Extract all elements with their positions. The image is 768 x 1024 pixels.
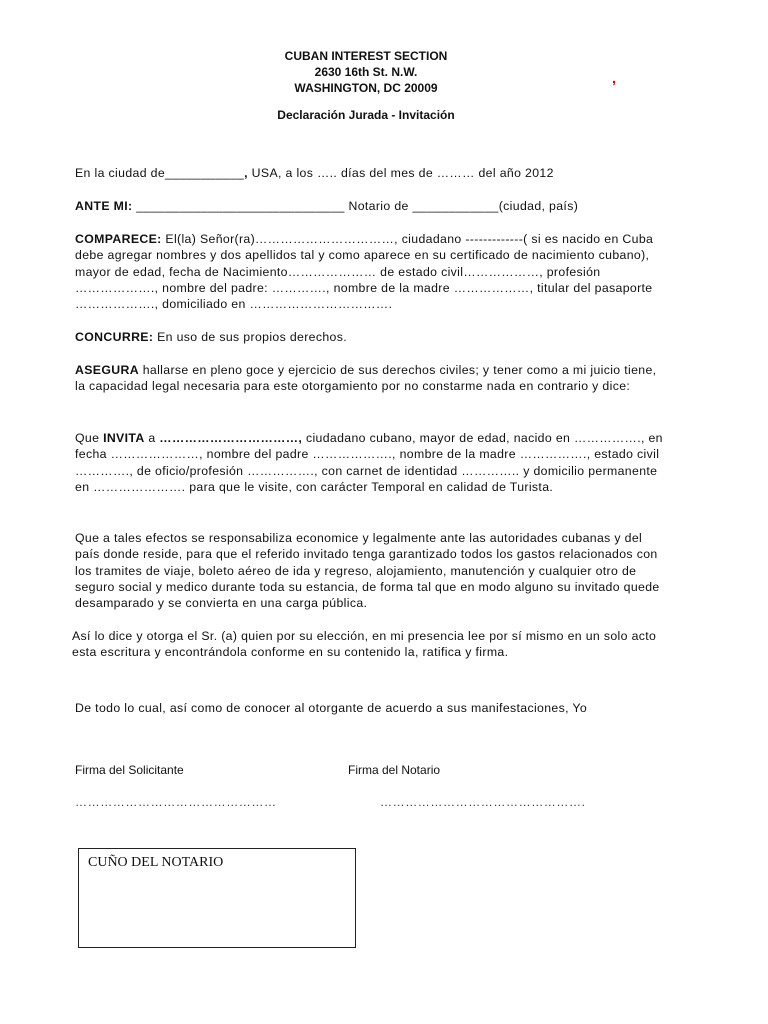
invita-label: INVITA <box>103 431 145 445</box>
red-mark: , <box>612 70 616 86</box>
paragraph-comparece <box>75 231 665 312</box>
applicant-signature-label: Firma del Solicitante <box>75 763 184 777</box>
asegura-label: ASEGURA <box>75 363 139 377</box>
notary-stamp-label: CUÑO DEL NOTARIO <box>88 855 224 870</box>
header-line-1: CUBAN INTEREST SECTION <box>284 49 448 63</box>
paragraph-city-date <box>75 165 665 181</box>
paragraph-concurre <box>75 329 665 345</box>
city-blank: En la ciudad de___________ <box>75 166 245 180</box>
date-text: USA, a los ….. días del mes de ……… del año 2012 <box>247 166 554 180</box>
paragraph-invita <box>75 430 665 495</box>
notary-signature-label: Firma del Notario <box>348 763 441 777</box>
invita-text: ciudadano cubano, mayor de edad, nacido en ……………., en fecha …………………, nombre del padre ………………., nombre de la madre ……………., estado civil …………., de oficio/profesión ……………., con carnet de identidad ………….. y domicilio permanente en …………………. para que le visite, con carácter Temporal en calidad de Turista. <box>75 431 663 494</box>
paragraph-asegura <box>75 362 665 395</box>
document-title: Declaración Jurada - Invitación <box>277 108 455 122</box>
notary-signature-line: …………………………………………. <box>380 795 586 809</box>
applicant-signature-line: ………………………………………… <box>75 795 277 809</box>
paragraph-ante-mi <box>75 198 665 214</box>
notary-stamp-box <box>78 848 356 948</box>
ante-mi-label: ANTE MI: <box>75 199 133 213</box>
header-line-2: 2630 16th St. N.W. <box>314 65 418 79</box>
invita-prefix: Que <box>75 431 104 445</box>
paragraph-responsabilidad: Que a tales efectos se responsabiliza economice y legalmente ante las autoridades cubanas y del país donde reside, para que el referido invitado tenga garantizado todos los gastos relacionados con los tramites de viaje, boleto aéreo de ida y regreso, alojamiento, manutención y cualquier otro de seguro social y medico durante toda su estancia, de forma tal que en modo alguno su invitado quede desamparado y se convierta en una carga pública. <box>75 531 660 611</box>
document-header <box>0 48 732 96</box>
comparece-label: COMPARECE: <box>75 232 162 246</box>
city-comma: , <box>244 166 248 180</box>
concurre-label: CONCURRE: <box>75 330 154 344</box>
comparece-text: El(la) Señor(ra)……………………………, ciudadano -------------( si es nacido en Cuba debe agregar nombres y dos apellidos tal y como aparece en su certificado de nacimiento cubano), mayor de edad, fecha de Nacimiento………………… de estado civil………………, profesión ………………., nombre del padre: …………., nombre de la madre ………………, titular del pasaporte ………………., domiciliado en ……………………………. <box>75 232 654 312</box>
header-line-3: WASHINGTON, DC 20009 <box>294 81 438 95</box>
paragraph-otorga: Así lo dice y otorga el Sr. (a) quien por su elección, en mi presencia lee por sí mismo en un solo acto esta escritura y encontrándola conforme en su contenido la, ratifica y firma. <box>72 629 657 660</box>
concurre-text: En uso de sus propios derechos. <box>153 330 348 344</box>
asegura-text: hallarse en pleno goce y ejercicio de sus derechos civiles; y tener como a mi juicio tiene, la capacidad legal necesaria para este otorgamiento por no constarme nada en contrario y dice: <box>75 363 657 394</box>
ante-mi-text: _____________________________ Notario de ____________(ciudad, país) <box>132 199 579 213</box>
invitee-name-blank: ……………………………, <box>159 431 303 445</box>
invita-a: a <box>144 431 160 445</box>
paragraph-de-todo: De todo lo cual, así como de conocer al otorgante de acuerdo a sus manifestaciones, Yo <box>75 701 588 715</box>
